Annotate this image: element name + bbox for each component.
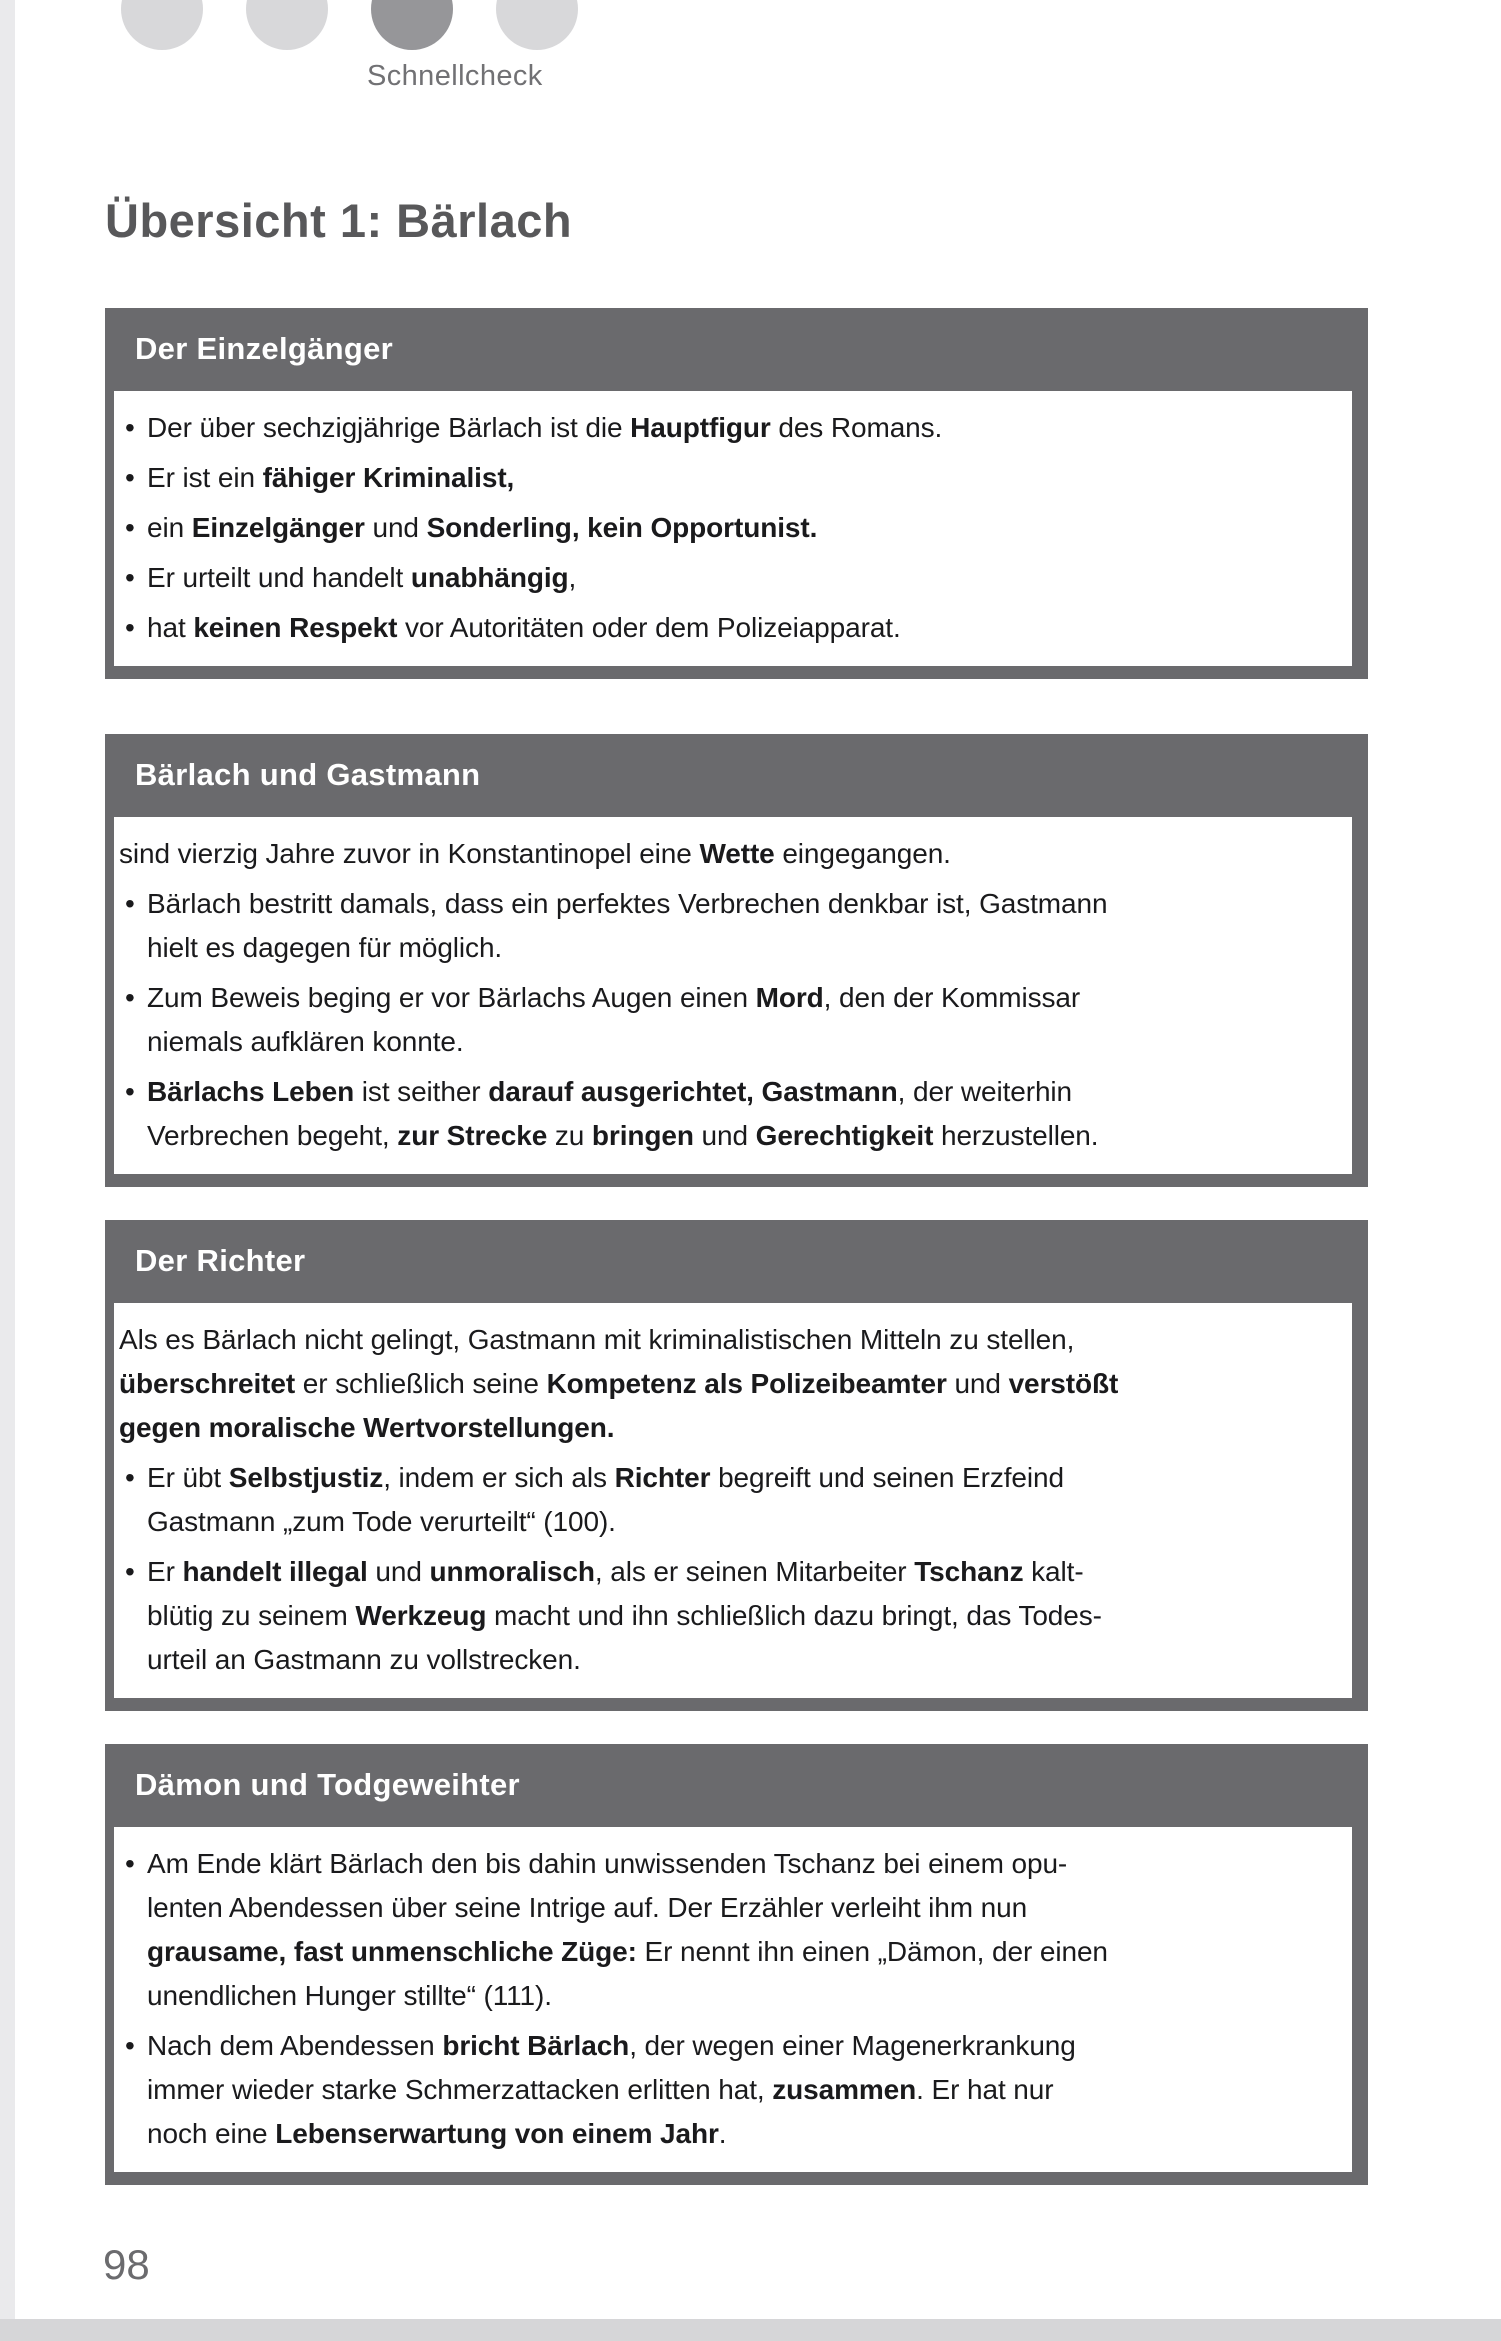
- text-segment: Am Ende klärt Bärlach den bis dahin unwissenden Tschanz bei einem opu-: [147, 1848, 1068, 1879]
- page-edge-bottom: [0, 2319, 1501, 2341]
- bullet-item: [119, 406, 1344, 450]
- bold-text-segment: Einzelgänger: [191, 512, 365, 543]
- text-segment: lenten Abendessen über seine Intrige auf. Der Erzähler verleiht ihm nun: [147, 1892, 1028, 1923]
- text-segment: urteil an Gastmann zu vollstrecken.: [147, 1644, 581, 1675]
- text-segment: , der weiterhin: [897, 1076, 1073, 1107]
- info-box: [105, 1220, 1368, 1711]
- text-segment: macht und ihn schließlich dazu bringt, das Todes-: [486, 1600, 1102, 1631]
- bold-text-segment: Bärlachs Leben: [147, 1076, 355, 1107]
- text-segment: noch eine: [147, 2118, 276, 2149]
- text-line: [147, 1930, 1344, 1974]
- info-box-title: Dämon und Todgeweihter: [135, 1767, 520, 1802]
- page-edge-left: [0, 0, 15, 2341]
- text-segment: . Er hat nur: [916, 2074, 1054, 2105]
- text-segment: Nach dem Abendessen: [147, 2030, 443, 2061]
- bold-text-segment: bricht Bärlach: [442, 2030, 630, 2061]
- text-segment: , als er seinen Mitarbeiter: [594, 1556, 915, 1587]
- bullet-item: [119, 1456, 1344, 1544]
- bullet-item: [119, 1070, 1344, 1158]
- text-segment: zu: [547, 1120, 592, 1151]
- bold-text-segment: Mord: [755, 982, 824, 1013]
- info-box: [105, 308, 1368, 679]
- text-line: [147, 1594, 1344, 1638]
- text-segment: Er ist ein: [147, 462, 263, 493]
- page-number: 98: [103, 2241, 150, 2288]
- text-segment: .: [718, 2118, 727, 2149]
- text-segment: Er urteilt und handelt: [147, 562, 411, 593]
- text-line: [147, 406, 1344, 450]
- progress-dot: [121, 0, 203, 50]
- text-segment: und: [364, 512, 427, 543]
- bold-text-segment: zur Strecke: [397, 1120, 548, 1151]
- schnellcheck-label: Schnellcheck: [367, 60, 543, 92]
- info-box-content: [114, 1303, 1352, 1698]
- bullet-item: [119, 506, 1344, 550]
- bold-text-segment: verstößt: [1008, 1368, 1119, 1399]
- bold-text-segment: Werkzeug: [355, 1600, 487, 1631]
- text-segment: Gastmann „zum Tode verurteilt“ (100).: [147, 1506, 616, 1537]
- text-line: [119, 1406, 1344, 1450]
- text-line: [147, 556, 1344, 600]
- text-line: [147, 1456, 1344, 1500]
- progress-dots: [0, 0, 1501, 54]
- text-line: [147, 2024, 1344, 2068]
- text-segment: er schließlich seine: [295, 1368, 547, 1399]
- text-line: [147, 456, 1344, 500]
- text-segment: Als es Bärlach nicht gelingt, Gastmann mit kriminalistischen Mitteln zu stellen,: [119, 1324, 1075, 1355]
- text-segment: niemals aufklären konnte.: [147, 1026, 464, 1057]
- info-box-title: Der Richter: [135, 1243, 306, 1278]
- text-line: [147, 926, 1344, 970]
- info-box-content: [114, 817, 1352, 1174]
- bold-text-segment: Kompetenz als Polizeibeamter: [546, 1368, 947, 1399]
- text-segment: und: [367, 1556, 430, 1587]
- text-segment: Zum Beweis beging er vor Bärlachs Augen einen: [147, 982, 756, 1013]
- text-segment: sind vierzig Jahre zuvor in Konstantinopel eine: [119, 838, 700, 869]
- text-line: [147, 506, 1344, 550]
- bullet-item: [119, 1550, 1344, 1682]
- text-line: [147, 1114, 1344, 1158]
- bold-text-segment: unmoralisch: [429, 1556, 595, 1587]
- progress-dot: [496, 0, 578, 50]
- text-item: [119, 1318, 1344, 1450]
- bold-text-segment: keinen Respekt: [193, 612, 398, 643]
- text-line: [147, 606, 1344, 650]
- progress-dot: [246, 0, 328, 50]
- text-segment: und: [946, 1368, 1009, 1399]
- bold-text-segment: fähiger Kriminalist,: [262, 462, 515, 493]
- schnellcheck-header: [0, 0, 1501, 100]
- info-box-content: [114, 1827, 1352, 2172]
- info-box-title: Bärlach und Gastmann: [135, 757, 481, 792]
- text-line: [147, 1886, 1344, 1930]
- text-line: [119, 832, 1344, 876]
- text-segment: Bärlach bestritt damals, dass ein perfektes Verbrechen denkbar ist, Gastmann: [147, 888, 1108, 919]
- text-segment: und: [693, 1120, 756, 1151]
- text-line: [147, 1500, 1344, 1544]
- text-line: [147, 1638, 1344, 1682]
- bullet-item: [119, 556, 1344, 600]
- text-segment: vor Autoritäten oder dem Polizeiapparat.: [397, 612, 901, 643]
- overview-boxes: [105, 308, 1368, 2185]
- text-segment: immer wieder starke Schmerzattacken erlitten hat,: [147, 2074, 773, 2105]
- text-segment: Der über sechzigjährige Bärlach ist die: [147, 412, 631, 443]
- text-line: [147, 2112, 1344, 2156]
- text-line: [147, 1974, 1344, 2018]
- bold-text-segment: Sonderling, kein Opportunist.: [426, 512, 818, 543]
- text-segment: begreift und seinen Erzfeind: [710, 1462, 1064, 1493]
- bold-text-segment: Tschanz: [914, 1556, 1024, 1587]
- info-box: [105, 734, 1368, 1187]
- bold-text-segment: handelt illegal: [182, 1556, 368, 1587]
- text-segment: ,: [568, 562, 577, 593]
- text-segment: des Romans.: [770, 412, 943, 443]
- text-segment: Er: [147, 1556, 183, 1587]
- text-line: [147, 882, 1344, 926]
- bullet-item: [119, 606, 1344, 650]
- text-segment: Verbrechen begeht,: [147, 1120, 398, 1151]
- text-line: [147, 1842, 1344, 1886]
- bullet-item: [119, 976, 1344, 1064]
- bold-text-segment: Wette: [699, 838, 775, 869]
- bold-text-segment: Gerechtigkeit: [755, 1120, 934, 1151]
- progress-dot-active: [371, 0, 453, 50]
- bullet-item: [119, 456, 1344, 500]
- text-segment: hielt es dagegen für möglich.: [147, 932, 503, 963]
- text-line: [119, 1362, 1344, 1406]
- bold-text-segment: darauf ausgerichtet, Gastmann: [488, 1076, 898, 1107]
- bullet-item: [119, 1842, 1344, 2018]
- text-line: [147, 1070, 1344, 1114]
- text-line: [147, 1020, 1344, 1064]
- text-segment: herzustellen.: [933, 1120, 1099, 1151]
- text-line: [119, 1318, 1344, 1362]
- text-line: [147, 1550, 1344, 1594]
- bullet-item: [119, 2024, 1344, 2156]
- bold-text-segment: Lebenserwartung von einem Jahr: [275, 2118, 719, 2149]
- text-segment: unendlichen Hunger stillte“ (111).: [147, 1980, 552, 2011]
- text-segment: kalt-: [1023, 1556, 1084, 1587]
- info-box-content: [114, 391, 1352, 666]
- bullet-item: [119, 882, 1344, 970]
- info-box: [105, 1744, 1368, 2185]
- bold-text-segment: unabhängig: [410, 562, 569, 593]
- bold-text-segment: Selbstjustiz: [228, 1462, 384, 1493]
- text-segment: , der wegen einer Magenerkrankung: [629, 2030, 1076, 2061]
- bold-text-segment: Hauptfigur: [630, 412, 771, 443]
- text-item: [119, 832, 1344, 876]
- text-segment: ist seither: [354, 1076, 489, 1107]
- info-box-title: Der Einzelgänger: [135, 331, 394, 366]
- text-line: [147, 976, 1344, 1020]
- bold-text-segment: grausame, fast unmenschliche Züge:: [147, 1936, 637, 1967]
- text-line: [147, 2068, 1344, 2112]
- page-title: Übersicht 1: Bärlach: [105, 194, 573, 247]
- bold-text-segment: gegen moralische Wertvorstellungen.: [119, 1412, 615, 1443]
- bold-text-segment: bringen: [591, 1120, 694, 1151]
- text-segment: , den der Kommissar: [823, 982, 1081, 1013]
- text-segment: , indem er sich als: [383, 1462, 615, 1493]
- text-segment: Er nennt ihn einen „Dämon, der einen: [636, 1936, 1108, 1967]
- text-segment: ein: [147, 512, 192, 543]
- bold-text-segment: Richter: [614, 1462, 711, 1493]
- bold-text-segment: überschreitet: [119, 1368, 296, 1399]
- text-segment: eingegangen.: [774, 838, 951, 869]
- text-segment: Er übt: [147, 1462, 229, 1493]
- text-segment: blütig zu seinem: [147, 1600, 356, 1631]
- bold-text-segment: zusammen: [772, 2074, 917, 2105]
- text-segment: hat: [147, 612, 194, 643]
